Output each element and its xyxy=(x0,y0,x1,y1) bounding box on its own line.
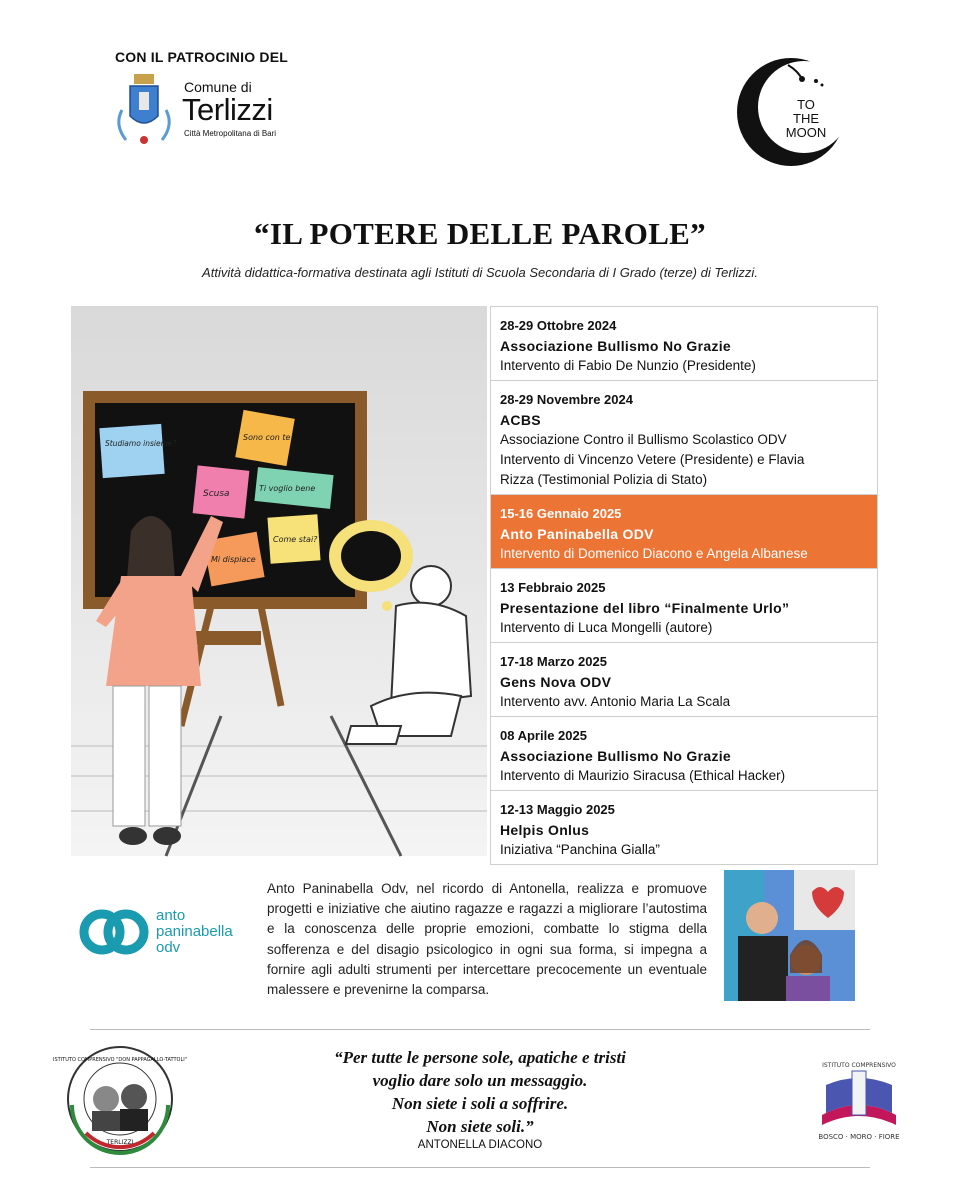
quote-text xyxy=(240,1046,720,1138)
event-organization: Gens Nova ODV xyxy=(500,674,612,690)
event-detail: Intervento di Fabio De Nunzio (Presidente) xyxy=(500,358,756,373)
event-organization: Helpis Onlus xyxy=(500,822,590,838)
school-logo-right xyxy=(812,1055,906,1145)
foundation-description: Anto Paninabella Odv, nel ricordo di Antonella, realizza e promuove progetti e iniziative che aiutino ragazze e ragazzi a migliorare l’autostima e la conoscenza delle proprie emozioni, combatte lo stigma della sofferenza e del disagio psicologico in ogni sua forma, si impegna a fornire agli adulti strumenti per intercettare precocemente un eventuale malessere e prevenirne la comparsa. xyxy=(267,881,707,998)
note-come-stai: Come stai? xyxy=(273,535,318,544)
event-detail: Associazione Contro il Bullismo Scolastico ODV xyxy=(500,432,787,447)
patronage-label: CON IL PATROCINIO DEL xyxy=(115,49,288,65)
comune-name: Terlizzi xyxy=(182,92,273,127)
logo-line-3: MOON xyxy=(785,125,827,140)
event-date: 15-16 Gennaio 2025 xyxy=(500,506,622,521)
note-scusa: Scusa xyxy=(203,489,230,499)
event-schedule xyxy=(490,306,878,865)
logo-word-paninabella: paninabella xyxy=(156,923,233,940)
quote-line: “Per tutte le persone sole, apatiche e tristi xyxy=(334,1048,626,1067)
note-mi-dispiace: Mi dispiace xyxy=(211,555,256,564)
event-date: 17-18 Marzo 2025 xyxy=(500,654,607,669)
schedule-entry xyxy=(491,569,877,643)
schedule-entry xyxy=(491,791,877,864)
subtitle: Attività didattica-formativa destinata agli Istituti di Scuola Secondaria di I Grado (terze) di Terlizzi. xyxy=(202,265,758,280)
school-right-bottom-text: BOSCO · MORO · FIORE xyxy=(818,1133,900,1141)
event-date: 28-29 Novembre 2024 xyxy=(500,392,633,407)
event-organization: Associazione Bullismo No Grazie xyxy=(500,748,732,764)
comune-subtitle: Città Metropolitana di Bari xyxy=(184,129,277,138)
logo-word-odv: odv xyxy=(156,939,181,956)
note-studiamo: Studiamo insieme? xyxy=(105,439,177,448)
to-the-moon-logo xyxy=(736,57,846,167)
quote-line: voglio dare solo un messaggio. xyxy=(372,1071,588,1090)
schedule-entry xyxy=(491,381,877,495)
anto-paninabella-logo xyxy=(80,900,260,964)
event-date: 12-13 Maggio 2025 xyxy=(500,802,615,817)
school-logo-left xyxy=(52,1045,188,1153)
note-sono-con-te: Sono con te xyxy=(243,433,291,442)
founders-photo xyxy=(724,870,855,1001)
comune-di-label: Comune di xyxy=(184,79,252,95)
event-organization: ACBS xyxy=(500,412,541,428)
note-ti-voglio-bene: Ti voglio bene xyxy=(259,484,316,493)
event-detail: Intervento di Luca Mongelli (autore) xyxy=(500,620,713,635)
main-title: “IL POTERE DELLE PAROLE” xyxy=(254,216,706,251)
classroom-illustration xyxy=(71,306,487,856)
event-date: 08 Aprile 2025 xyxy=(500,728,587,743)
schedule-entry xyxy=(491,307,877,381)
schedule-entry xyxy=(491,717,877,791)
schedule-entry-highlighted xyxy=(491,495,877,569)
school-left-city: TERLIZZI xyxy=(106,1139,134,1146)
school-right-top-text: ISTITUTO COMPRENSIVO xyxy=(822,1062,896,1069)
event-organization: Anto Paninabella ODV xyxy=(500,526,654,542)
quote-author: ANTONELLA DIACONO xyxy=(417,1139,543,1151)
logo-line-1: TO xyxy=(797,97,815,112)
terlizzi-crest-icon xyxy=(112,70,176,148)
logo-word-anto: anto xyxy=(156,907,186,924)
event-detail: Rizza (Testimonial Polizia di Stato) xyxy=(500,472,708,487)
logo-line-2: THE xyxy=(793,111,819,126)
schedule-entry xyxy=(491,643,877,717)
event-date: 28-29 Ottobre 2024 xyxy=(500,318,617,333)
school-left-ring-text: ISTITUTO COMPRENSIVO "DON PAPPAGALLO-TATTOLI" xyxy=(52,1057,188,1063)
event-detail: Intervento avv. Antonio Maria La Scala xyxy=(500,694,731,709)
event-detail: Intervento di Vincenzo Vetere (Presidente) e Flavia xyxy=(500,452,805,467)
event-detail: Intervento di Maurizio Siracusa (Ethical Hacker) xyxy=(500,768,786,783)
quote-line: Non siete soli.” xyxy=(426,1117,534,1136)
event-organization: Associazione Bullismo No Grazie xyxy=(500,338,732,354)
event-date: 13 Febbraio 2025 xyxy=(500,580,606,595)
event-detail: Iniziativa “Panchina Gialla” xyxy=(500,842,660,857)
quote-line: Non siete i soli a soffrire. xyxy=(391,1094,569,1113)
event-detail: Intervento di Domenico Diacono e Angela Albanese xyxy=(500,546,808,561)
event-organization: Presentazione del libro “Finalmente Urlo” xyxy=(500,600,790,616)
